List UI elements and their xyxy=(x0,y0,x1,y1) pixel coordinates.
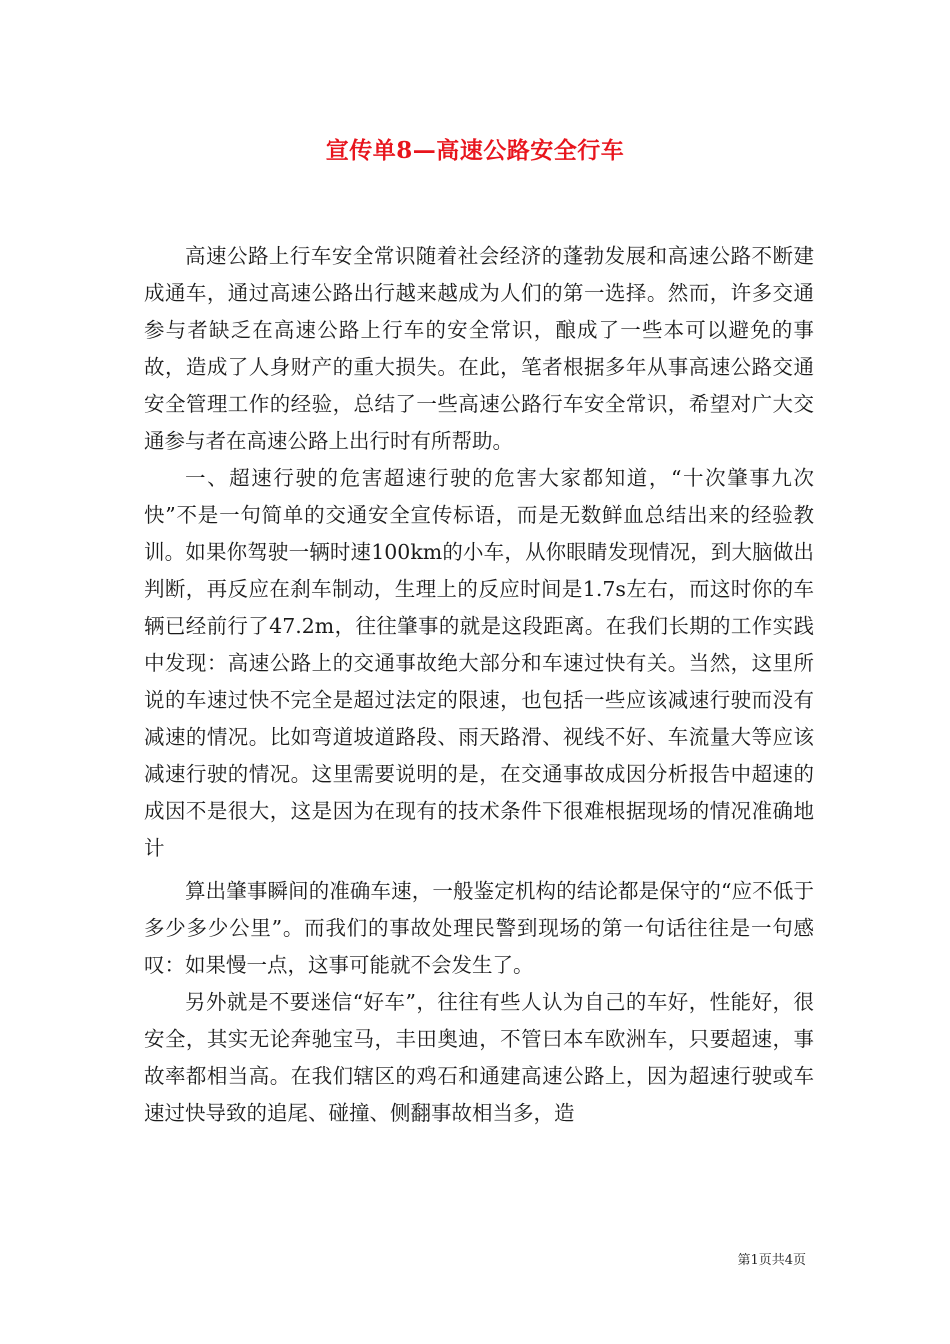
document-title: 宣传单8—高速公路安全行车 xyxy=(325,137,625,164)
page-number: 第1页共4页 xyxy=(737,1253,806,1268)
paragraph-intro: 高速公路上行车安全常识随着社会经济的蓬勃发展和高速公路不断建成通车，通过高速公路出行越来越成为人们的第一选择。然而，许多交通参与者缺乏在高速公路上行车的安全常识，酿成了一些本可以避免的事故，造成了人身财产的重大损失。在此，笔者根据多年从事高速公路交通安全管理工作的经验，总结了一些高速公路行车安全常识，希望对广大交通参与者在高速公路上出行时有所帮助。 xyxy=(144,244,814,453)
paragraph-speeding-hazard: 一、超速行驶的危害超速行驶的危害大家都知道，“十次肇事九次快”不是一句简单的交通安全宣传标语，而是无数鲜血总结出来的经验教训。如果你驾驶一辆时速100km的小车，从你眼睛发现情况，到大脑做出判断，再反应在刹车制动，生理上的反应时间是1.7s左右，而这时你的车辆已经前行了47.2m，往往肇事的就是这段距离。在我们长期的工作实践中发现：高速公路上的交通事故绝大部分和车速过快有关。当然，这里所说的车速过快不完全是超过法定的限速，也包括一些应该减速行驶而没有减速的情况。比如弯道坡道路段、雨天路滑、视线不好、车流量大等应该减速行驶的情况。这里需要说明的是，在交通事故成因分析报告中超速的成因不是很大，这是因为在现有的技术条件下很难根据现场的情况准确地计 xyxy=(144,466,814,860)
paragraph-good-car-myth: 另外就是不要迷信“好车”，往往有些人认为自己的车好，性能好，很安全，其实无论奔驰宝马，丰田奥迪，不管曰本车欧洲车，只要超速，事故率都相当高。在我们辖区的鸡石和通建高速公路上，因为超速行驶或车速过快导致的追尾、碰撞、侧翻事故相当多，造 xyxy=(144,990,814,1125)
paragraph-speed-estimation: 算出肇事瞬间的准确车速，一般鉴定机构的结论都是保守的“应不低于多少多少公里”。而我们的事故处理民警到现场的第一句话往往是一句感叹：如果慢一点，这事可能就不会发生了。 xyxy=(144,879,814,977)
document-body xyxy=(144,238,814,1132)
